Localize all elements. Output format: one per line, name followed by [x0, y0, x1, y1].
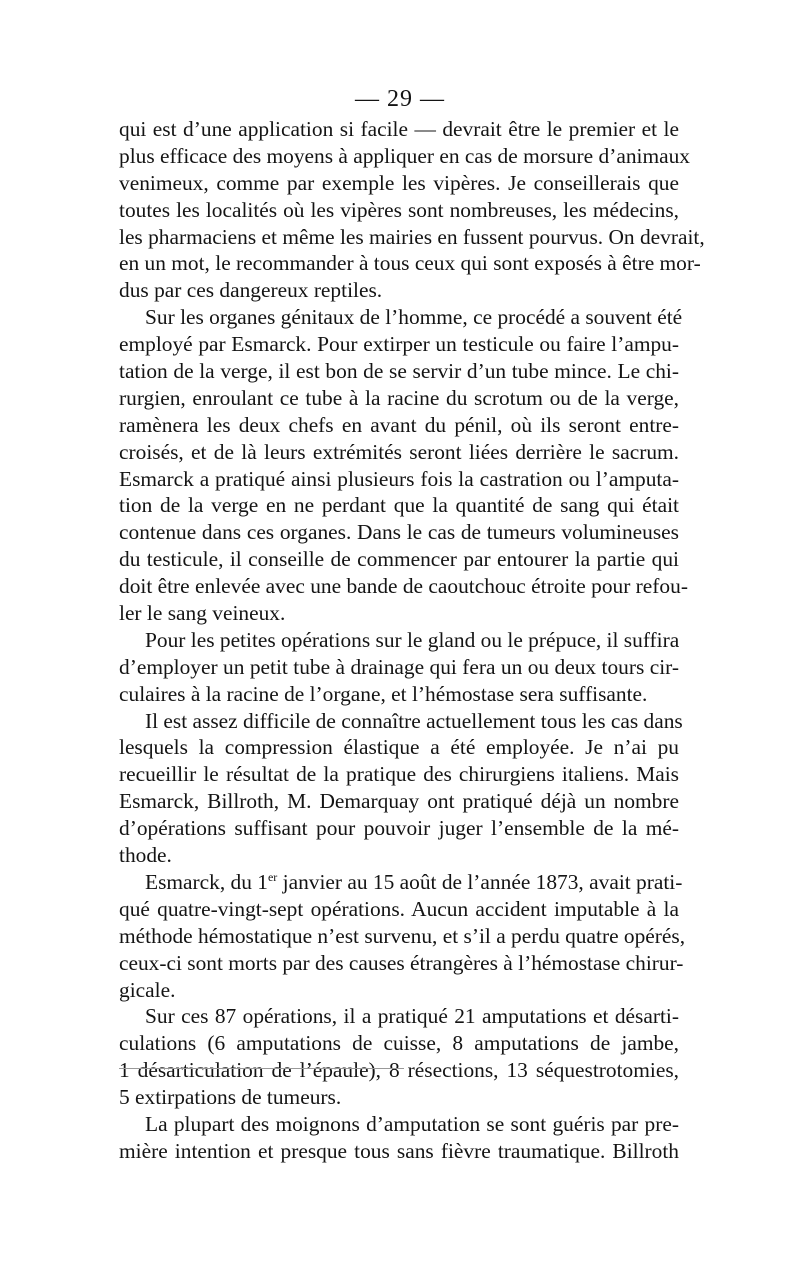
text-line: doit être enlevée avec une bande de caoutchouc étroite pour refou-: [119, 574, 688, 599]
text-line: Sur les organes génitaux de l’homme, ce procédé a souvent été: [145, 305, 683, 330]
page-number: — 29 —: [355, 86, 445, 112]
text-line: d’employer un petit tube à drainage qui fera un ou deux tours cir-: [119, 654, 679, 679]
footnote-rule: [119, 1068, 404, 1069]
text-line: du testicule, il conseille de commencer par entourer la partie qui: [119, 547, 679, 572]
text-line: Il est assez difficile de connaître actuellement tous les cas dans: [145, 708, 683, 733]
text-line: tion de la verge en ne perdant que la quantité de sang qui était: [119, 493, 679, 518]
text-line: culaires à la racine de l’organe, et l’hémostase sera suffisante.: [119, 681, 648, 706]
text-line: Sur ces 87 opérations, il a pratiqué 21 amputations et désarti-: [145, 1004, 679, 1029]
text-line: thode.: [119, 843, 172, 868]
text-line: méthode hémostatique n’est survenu, et s’il a perdu quatre opérés,: [119, 923, 686, 948]
text-line: Esmarck, Billroth, M. Demarquay ont pratiqué déjà un nombre: [119, 789, 679, 814]
text-line: Pour les petites opérations sur le gland ou le prépuce, il suffira: [145, 627, 680, 652]
text-line: Esmarck a pratiqué ainsi plusieurs fois la castration ou l’amputa-: [119, 466, 679, 491]
superscript: er: [267, 869, 278, 884]
text-line: mière intention et presque tous sans fièvre traumatique. Billroth: [119, 1138, 679, 1163]
text-line: Esmarck, du 1er janvier au 15 août de l’année 1873, avait prati-: [145, 869, 683, 894]
text-line: venimeux, comme par exemple les vipères. Je conseillerais que: [119, 170, 679, 195]
text-line: les pharmaciens et même les mairies en fussent pourvus. On devrait,: [119, 224, 705, 249]
text-line: plus efficace des moyens à appliquer en cas de morsure d’animaux: [119, 143, 690, 168]
text-line: ceux-ci sont morts par des causes étrangères à l’hémostase chirur-: [119, 950, 684, 975]
text-line: culations (6 amputations de cuisse, 8 amputations de jambe,: [119, 1031, 679, 1056]
text-line: qué quatre-vingt-sept opérations. Aucun accident imputable à la: [119, 896, 679, 921]
text-line: lesquels la compression élastique a été employée. Je n’ai pu: [119, 735, 679, 760]
text-line: 1 désarticulation de l’épaule), 8 résections, 13 séquestrotomies,: [119, 1058, 679, 1083]
text-line: recueillir le résultat de la pratique des chirurgiens italiens. Mais: [119, 762, 679, 787]
text-line: 5 extirpations de tumeurs.: [119, 1085, 342, 1110]
text-line: en un mot, le recommander à tous ceux qui sont exposés à être mor-: [119, 251, 701, 276]
text-line: toutes les localités où les vipères sont nombreuses, les médecins,: [119, 197, 679, 222]
text-line: employé par Esmarck. Pour extirper un testicule ou faire l’ampu-: [119, 332, 679, 357]
body-text: [119, 116, 705, 1165]
text-line: ler le sang veineux.: [119, 601, 286, 626]
text-line: contenue dans ces organes. Dans le cas de tumeurs volumineuses: [119, 520, 679, 545]
text-line: tation de la verge, il est bon de se servir d’un tube mince. Le chi-: [119, 359, 679, 384]
text-line: La plupart des moignons d’amputation se sont guéris par pre-: [145, 1111, 679, 1136]
text-line: ramènera les deux chefs en avant du pénil, où ils seront entre-: [119, 412, 679, 437]
text-line: qui est d’une application si facile — devrait être le premier et le: [119, 117, 679, 141]
text-line: dus par ces dangereux reptiles.: [119, 278, 383, 303]
text-line: gicale.: [119, 977, 176, 1002]
text-line: croisés, et de là leurs extrémités seront liées derrière le sacrum.: [119, 439, 679, 464]
text-line: d’opérations suffisant pour pouvoir juger l’ensemble de la mé-: [119, 816, 679, 841]
text-line: rurgien, enroulant ce tube à la racine du scrotum ou de la verge,: [119, 385, 679, 410]
